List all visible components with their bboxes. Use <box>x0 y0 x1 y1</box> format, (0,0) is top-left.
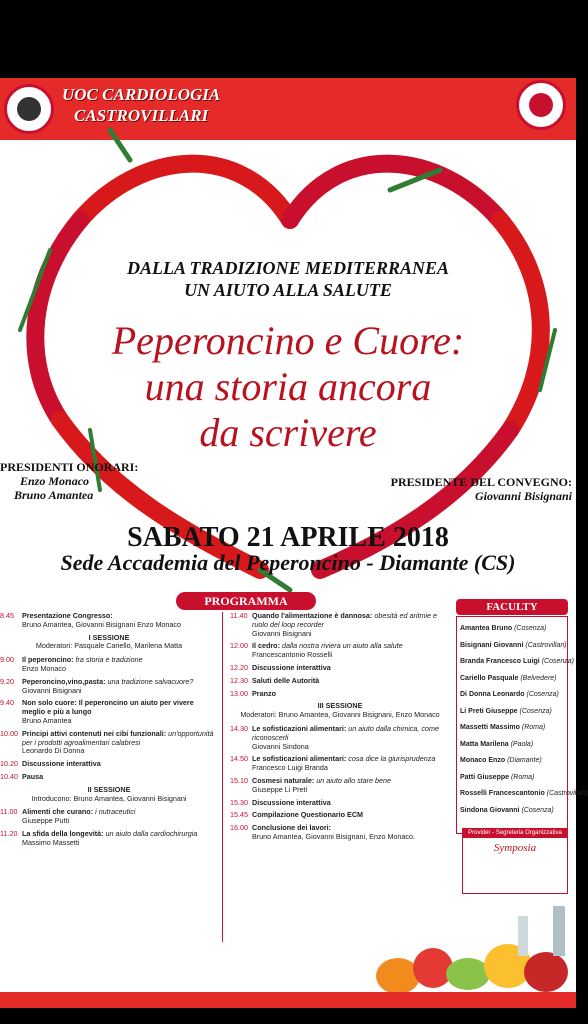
session-moderators: Introducono: Bruno Amantea, Giovanni Bisignani <box>31 793 187 803</box>
food-illustration <box>368 906 576 998</box>
program-title: Alimenti che curano: <box>22 807 94 817</box>
session-moderators: Moderatori: Bruno Amantea, Giovanni Bisignani, Enzo Monaco <box>240 710 440 720</box>
program-time: 13.00 <box>230 688 248 698</box>
faculty-name: Amantea Bruno <box>460 625 513 632</box>
program-item <box>230 642 450 660</box>
session-heading: II SESSIONE <box>87 784 131 794</box>
program-time: 10.00 <box>0 728 18 738</box>
program-time: 10.20 <box>0 759 18 769</box>
program-title: Cosmesi naturale: <box>252 775 315 785</box>
program-speaker: Bruno Amantea <box>22 715 72 725</box>
programma-label: PROGRAMMA <box>176 592 316 610</box>
faculty-member <box>460 625 564 633</box>
faculty-city: (Paola) <box>510 740 534 748</box>
programma-divider <box>222 612 223 942</box>
program-time: 16.00 <box>230 823 248 833</box>
org-line-2: CASTROVILLARI <box>74 106 209 125</box>
faculty-member <box>460 641 567 650</box>
program-title: Peperoncino,vino,pasta: <box>22 676 106 686</box>
subtitle-line-1: DALLA TRADIZIONE MEDITERRANEA <box>126 258 450 278</box>
provider-box <box>462 828 568 894</box>
program-title: Discussione interattiva <box>252 797 331 807</box>
program-item <box>0 830 218 848</box>
program-item <box>0 773 218 782</box>
faculty-name: Massetti Massimo <box>460 724 520 731</box>
faculty-member <box>460 675 564 683</box>
program-item <box>230 677 450 686</box>
faculty-name: Di Donna Leonardo <box>460 691 525 698</box>
program-item <box>0 760 218 769</box>
program-title: Le sofisticazioni alimentari: <box>252 723 347 733</box>
program-time: 11.20 <box>0 828 18 838</box>
program-item <box>0 808 218 826</box>
faculty-member <box>460 708 564 716</box>
org-line-1: UOC CARDIOLOGIA <box>62 85 221 104</box>
program-speaker: Leonardo Di Donna <box>22 746 85 756</box>
org-name <box>62 84 220 126</box>
faculty-member <box>460 774 564 782</box>
program-time: 9.40 <box>0 698 14 708</box>
program-subtitle: una tradizione salvacuore? <box>107 676 194 686</box>
faculty-city: (Roma) <box>510 773 535 781</box>
faculty-name: Rosselli Francescantonio <box>460 790 545 797</box>
program-detail <box>252 755 450 773</box>
program-item <box>230 777 450 795</box>
title-line-1: Peperoncino e Cuore: <box>111 318 465 363</box>
faculty-label: FACULTY <box>456 599 568 615</box>
program-speaker: Giuseppe Li Preti <box>252 784 308 794</box>
programma-right-column <box>230 612 450 846</box>
program-detail <box>22 773 218 782</box>
program-time: 11.40 <box>230 611 248 620</box>
program-speaker: Bruno Amantea, Giovanni Bisignani Enzo Monaco <box>22 619 182 629</box>
header-top-strip <box>0 70 576 78</box>
program-time: 8.45 <box>0 611 14 620</box>
faculty-city: (Cosenza) <box>541 658 574 665</box>
program-subtitle: un aiuto allo stare bene <box>316 775 392 785</box>
program-subtitle: fra storia e tradizione <box>75 655 143 665</box>
faculty-city: (Roma) <box>521 724 546 731</box>
program-title: Saluti delle Autorità <box>252 675 320 685</box>
title-line-3: da scrivere <box>199 410 377 455</box>
program-title: Discussione interattiva <box>22 759 101 769</box>
faculty-name: Sindona Giovanni <box>460 806 520 814</box>
program-title: Pranzo <box>252 688 276 698</box>
program-title: Conclusione dei lavori: <box>252 823 332 833</box>
program-title: Il cedro: <box>252 641 280 651</box>
program-detail <box>22 656 218 674</box>
faculty-name: Patti Giuseppe <box>460 773 510 781</box>
program-detail <box>252 824 450 842</box>
faculty-member <box>460 741 564 749</box>
program-title: Le sofisticazioni alimentari: <box>252 754 347 764</box>
faculty-city: (Castrovillari) <box>546 790 588 797</box>
program-speaker: Francesco Luigi Branda <box>252 763 328 773</box>
program-item <box>0 678 218 696</box>
program-speaker: Enzo Monaco <box>22 663 66 673</box>
provider-name: Symposia <box>493 842 537 854</box>
program-detail <box>252 677 450 686</box>
program-subtitle: i nutraceutici <box>95 807 136 817</box>
program-detail <box>22 830 218 848</box>
program-detail <box>252 725 450 751</box>
session-heading: III SESSIONE <box>317 701 363 711</box>
program-item <box>230 811 450 820</box>
program-title: La sfida della longevità: <box>22 828 104 838</box>
faculty-name: Li Preti Giuseppe <box>460 707 518 715</box>
convention-name: Giovanni Bisignani <box>474 489 572 503</box>
program-speaker: Giovanni Bisignani <box>22 685 82 695</box>
program-item <box>0 699 218 725</box>
program-time: 12.20 <box>230 662 248 672</box>
program-item <box>0 730 218 756</box>
program-item <box>230 690 450 699</box>
program-detail <box>22 808 218 826</box>
faculty-member <box>460 691 564 699</box>
program-detail <box>252 612 450 638</box>
honorary-label: PRESIDENTI ONORARI: <box>0 460 139 474</box>
faculty-name: Branda Francesco Luigi <box>460 658 540 665</box>
provider-label: Provider - Segreteria Organizzativa <box>463 829 567 838</box>
faculty-city: (Cosenza) <box>521 806 554 814</box>
program-detail <box>252 664 450 673</box>
program-detail <box>252 811 450 820</box>
program-speaker: Francescantonio Rosselli <box>252 650 333 660</box>
faculty-list <box>456 616 588 834</box>
program-subtitle: cosa dice la giurisprudenza <box>348 754 436 764</box>
program-detail <box>22 612 218 630</box>
event-date: SABATO 21 APRILE 2018 <box>127 522 449 553</box>
faculty-city: (Cosenza) <box>519 707 552 715</box>
program-item <box>230 824 450 842</box>
poster <box>0 70 588 1008</box>
honorary-name-1: Enzo Monaco <box>20 474 90 488</box>
session-moderators: Moderatori: Pasquale Cariello, Marilena Matta <box>35 641 183 651</box>
program-detail <box>22 730 218 756</box>
event-venue: Sede Accademia del Peperoncino - Diamante (CS) <box>60 550 516 575</box>
cardiology-logo <box>4 84 54 134</box>
program-time: 9.20 <box>0 676 14 686</box>
program-item <box>230 799 450 808</box>
program-item <box>230 612 450 638</box>
program-time: 11.00 <box>0 807 18 817</box>
faculty-name: Cariello Pasquale <box>460 674 519 682</box>
program-subtitle: obesità ed aritmie e ruolo del loop recorder <box>252 611 438 629</box>
faculty-name: Monaco Enzo <box>460 757 506 764</box>
program-item <box>230 755 450 773</box>
subtitle-line-2: UN AIUTO ALLA SALUTE <box>184 280 392 300</box>
program-speaker: Giovanni Bisignani <box>252 628 312 638</box>
program-subtitle: un'opportunità per i prodotti agroalimentari calabresi <box>22 728 214 747</box>
program-detail <box>22 678 218 696</box>
program-time: 12.30 <box>230 675 248 685</box>
program-time: 10.40 <box>0 771 18 781</box>
session-heading: I SESSIONE <box>88 632 130 642</box>
program-title: Il peperoncino: <box>22 655 74 665</box>
program-detail <box>22 760 218 769</box>
faculty-city: (Castrovillari) <box>525 641 567 649</box>
program-speaker: Giovanni Sindona <box>252 741 309 751</box>
program-time: 14.30 <box>230 723 248 733</box>
program-title: Quando l'alimentazione è dannosa: <box>252 611 373 620</box>
program-title: Pausa <box>22 771 44 781</box>
program-item <box>0 612 218 630</box>
program-detail <box>252 642 450 660</box>
honorary-name-2: Bruno Amantea <box>14 488 94 502</box>
program-detail <box>252 690 450 699</box>
footer-bar <box>0 992 576 1008</box>
program-detail <box>22 699 218 725</box>
program-title: Discussione interattiva <box>252 662 331 672</box>
faculty-name: Bisignani Giovanni <box>460 641 524 649</box>
program-subtitle: un aiuto dalla chimica, come riconoscerli <box>252 723 439 742</box>
program-detail <box>252 799 450 808</box>
convention-president <box>391 475 572 503</box>
program-item <box>230 664 450 673</box>
faculty-member <box>460 790 588 798</box>
programma-left-column <box>0 612 218 852</box>
program-speaker: Massimo Massetti <box>22 837 80 847</box>
program-time: 15.30 <box>230 797 248 807</box>
faculty-city: (Cosenza) <box>514 625 547 632</box>
program-item <box>230 725 450 751</box>
faculty-member <box>460 757 564 765</box>
program-subtitle: un aiuto dalla cardiochirurgia <box>105 828 198 838</box>
program-speaker: Bruno Amantea, Giovanni Bisignani, Enzo Monaco. <box>252 831 416 841</box>
honorary-presidents <box>0 460 138 502</box>
program-time: 12.00 <box>230 641 248 651</box>
faculty-city: (Belvedere) <box>520 674 557 682</box>
faculty-name: Matta Marilena <box>460 740 509 748</box>
program-title: Non solo cuore: Il peperoncino un aiuto per vivere meglio e più a lungo <box>22 698 194 717</box>
program-title: Compilazione Questionario ECM <box>252 810 364 820</box>
program-title: Principi attivi contenuti nei cibi funzionali: <box>22 728 167 738</box>
faculty-city: (Diamante) <box>507 757 542 764</box>
program-item <box>0 656 218 674</box>
program-time: 15.45 <box>230 810 248 820</box>
faculty-member <box>460 658 574 666</box>
faculty-member <box>460 724 564 732</box>
program-title: Presentazione Congresso: <box>22 611 113 620</box>
title-line-2: una storia ancora <box>144 364 432 409</box>
faculty-member <box>460 807 564 815</box>
program-time: 14.50 <box>230 754 248 764</box>
program-speaker: Giuseppe Putti <box>22 816 70 826</box>
program-subtitle: dalla nostra riviera un aiuto alla salute <box>281 641 403 651</box>
accademia-peperoncino-logo <box>516 80 566 130</box>
program-time: 15.10 <box>230 775 248 785</box>
faculty-city: (Cosenza) <box>526 691 559 698</box>
program-detail <box>252 777 450 795</box>
convention-label: PRESIDENTE DEL CONVEGNO: <box>390 475 572 489</box>
program-time: 9.00 <box>0 655 14 665</box>
